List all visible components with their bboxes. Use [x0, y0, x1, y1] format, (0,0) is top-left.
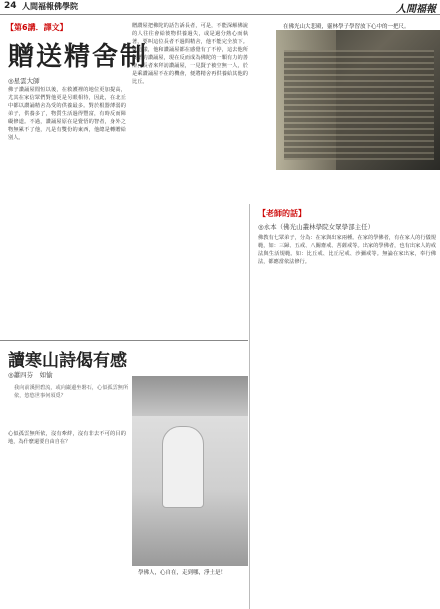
teacher-author: ◎永本（佛光山叢林學院女眾學部主任） — [258, 223, 375, 231]
article-title: 贈送精舍制 — [8, 42, 149, 72]
lecture-tag: 【第6講．譯文】 — [6, 23, 68, 32]
teacher-label: 【老師的話】 — [258, 209, 306, 218]
monk-photo — [132, 376, 248, 566]
article-author: ◎星雲大師 — [8, 77, 40, 85]
meditation-hall-photo — [276, 30, 440, 170]
article-body-col1: 佛子讚誦屋閒恒以後，在救護裡的地位更加提高，尤其在家信眾們對他更是另眼相待，因此，在北丘中都以讚誦精舍為受的供養最多。對於根器薄弱的弟子，供養多了，物質生活過得豐富，有時反而障礙修道。不過，讚誦屋原在是覺悟的智者，身外之物無累不了他，凡是有雙份的東西，他總是轉贈給別人。 — [8, 87, 126, 141]
photo2-caption: 學佛人，心自在，走到哪，淨土是！ — [138, 570, 227, 576]
article2-title: 讀寒山詩偈有感 — [8, 351, 127, 371]
divider — [0, 340, 248, 341]
teacher-body: 佛教有七眾弟子，分為：在家與出家兩種。在家的學佛者，有在家人的行儀規範，如：三歸、五戒、八關齋戒、菩薩戒等。出家的學佛者，也有出家人的戒法與生活規範。如：比丘戒、比丘尼戒、沙彌戒等。無論在家出家，奉行佛法，都應當依法修行。 — [258, 235, 436, 265]
article2-body: 心似孤雲無所依，沒有牽絆，沒有非去不可的目的地，為什麼還要自由自在？ — [8, 431, 126, 445]
section-title: 人間福報佛學院 — [22, 2, 78, 11]
page-header — [0, 0, 440, 15]
article-body-col2: 贈讚屋把佛陀的話告訴長者，可是，不能深解佛說的人往往會給彼物供養過失，或是過分熱心而執著，要叫這位長者不過問精舍，他不能完全放下。就這樣，他和讚誦屋都在感覺有了不停，這去他所獲贈的讚誦屋，現在反而成為佛陀的一顆有力的善辯，長者來拜訪讚誦屋，一見賢子被空無一人，於是乘讚誦屋不在的機會，便將精舍再供養給其他的比丘。 — [132, 23, 248, 85]
photo-top-caption: 在佛光山大悲殿，靈林學子學習放下心中的一把尺。 — [283, 24, 410, 30]
newspaper-logo: 人間福報 — [396, 4, 436, 15]
page-number: 24 — [4, 1, 17, 11]
teacher-box — [249, 204, 440, 609]
poem: 我向前溪照碧流，或向巖邊坐磐石，心似孤雲無所依，悠悠世事何須覓？ — [14, 385, 129, 399]
article2-author: ◎蕭四芬 如愉 — [8, 371, 53, 379]
